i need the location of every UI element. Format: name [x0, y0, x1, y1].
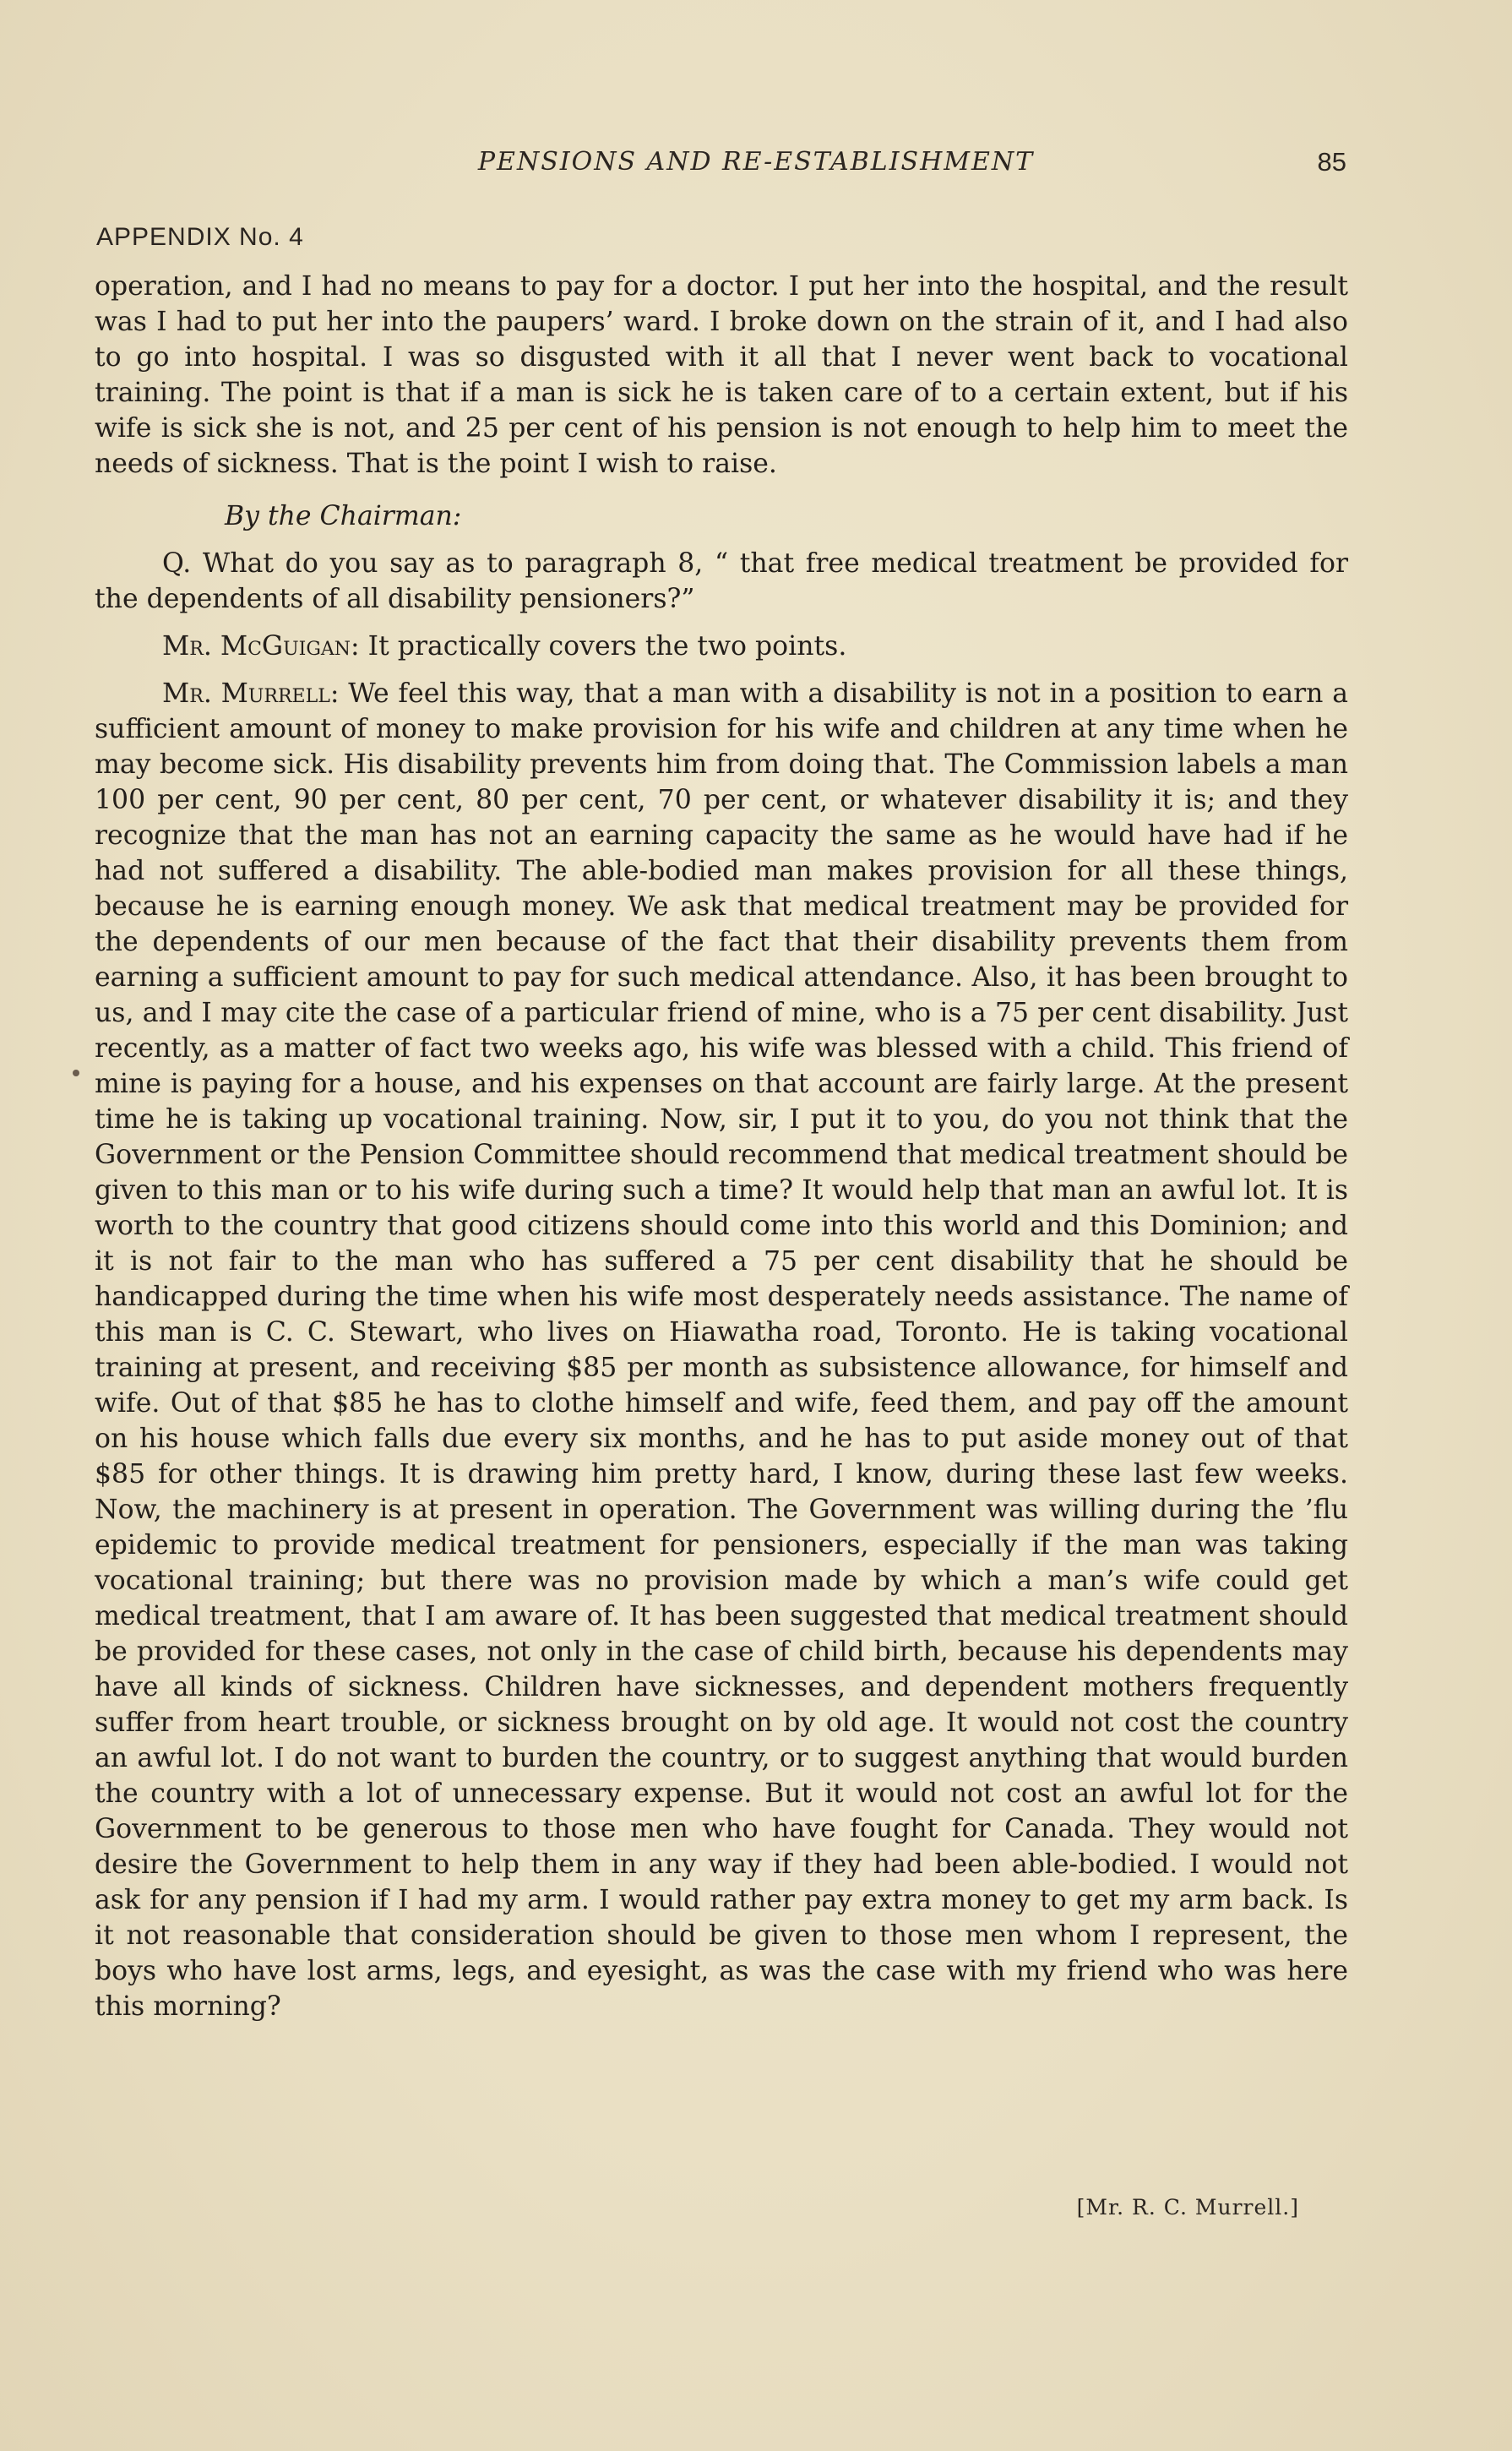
mcguigan-paragraph: [95, 629, 1348, 664]
question-paragraph: Q. What do you say as to paragraph 8, “ that free medical treatment be provided for the dependents of all disability pensioners?”: [95, 548, 1348, 614]
body-text: [95, 269, 1348, 2024]
mcguigan-statement: : It practically covers the two points.: [351, 631, 847, 662]
speaker-murrell: Mr. Murrell: [162, 678, 330, 709]
speaker-tag: [Mr. R. C. Murrell.]: [1076, 2195, 1299, 2220]
appendix-label: APPENDIX No. 4: [96, 223, 304, 251]
margin-mark: [73, 1070, 79, 1076]
page-number: 85: [1317, 147, 1346, 177]
murrell-paragraph: [95, 676, 1348, 2024]
running-title: PENSIONS AND RE-ESTABLISHMENT: [477, 147, 1035, 177]
speaker-mcguigan: Mr. McGuigan: [162, 631, 351, 662]
paragraph-continuation: operation, and I had no means to pay for a doctor. I put her into the hospital, and the result was I had to put her into the paupers’ ward. I broke down on the strain of it, and I had also to go into hospital. I was so disgusted with it all that I never went back to vocational training. The point is that if a man is sick he is taken care of to a certain extent, but if his wife is sick she is not, and 25 per cent of his pension is not enough to help him to meet the needs of sickness. That is the point I wish to raise.: [95, 271, 1348, 479]
murrell-statement: : We feel this way, that a man with a disability is not in a position to earn a sufficient amount of money to make provision for his wife and children at any time when he may become sick. His disability prevents him from doing that. The Commission labels a man 100 per cent, 90 per cent, 80 per cent, 70 per cent, or whatever disability it is; and they recognize that the man has not an earning capacity the same as he would have had if he had not suffered a disability. The able-bodied man makes provision for all these things, because he is earning enough money. We ask that medical treatment may be provided for the dependents of our men because of the fact that their disability prevents them from earning a sufficient amount to pay for such medical attendance. Also, it has been brought to us, and I may cite the case of a particular friend of mine, who is a 75 per cent disability. Just recently, as a matter of fact two weeks ago, his wife was blessed with a child. This friend of mine is paying for a house, and his expenses on that account are fairly large. At the present time he is taking up vocational training. Now, sir, I put it to you, do you not think that the Government or the Pension Committee should recommend that medical treatment should be given to this man or to his wife during such a time? It would help that man an awful lot. It is worth to the country that good citizens should come into this world and this Dominion; and it is not fair to the man who has suffered a 75 per cent disability that he should be handicapped during the time when his wife most desperately needs assistance. The name of this man is C. C. Stewart, who lives on Hiawatha road, Toronto. He is taking vocational training at present, and receiving $85 per month as subsistence allowance, for himself and wife. Out of that $85 he has to clothe himself and wife, feed them, and pay off the amount on his house which falls due every six months, and he has to put aside money out of that $85 for other things. It is drawing him pretty hard, I know, during these last few weeks. Now, the machinery is at present in operation. The Government was willing during the ’flu epidemic to provide medical treatment for pensioners, especially if the man was taking vocational training; but there was no provision made by which a man’s wife could get medical treatment, that I am aware of. It has been suggested that medical treatment should be provided for these cases, not only in the case of child birth, because his dependents may have all kinds of sickness. Children have sicknesses, and dependent mothers frequently suffer from heart trouble, or sickness brought on by old age. It would not cost the country an awful lot. I do not want to burden the country, or to suggest anything that would burden the country with a lot of unnecessary expense. But it would not cost an awful lot for the Government to be generous to those men who have fought for Canada. They would not desire the Government to help them in any way if they had been able-bodied. I would not ask for any pension if I had my arm. I would rather pay extra money to get my arm back. Is it not reasonable that consideration should be given to those men whom I represent, the boys who have lost arms, legs, and eyesight, as was the case with my friend who was here this morning?: [95, 678, 1349, 2022]
by-chairman-heading: By the Chairman:: [225, 501, 462, 531]
